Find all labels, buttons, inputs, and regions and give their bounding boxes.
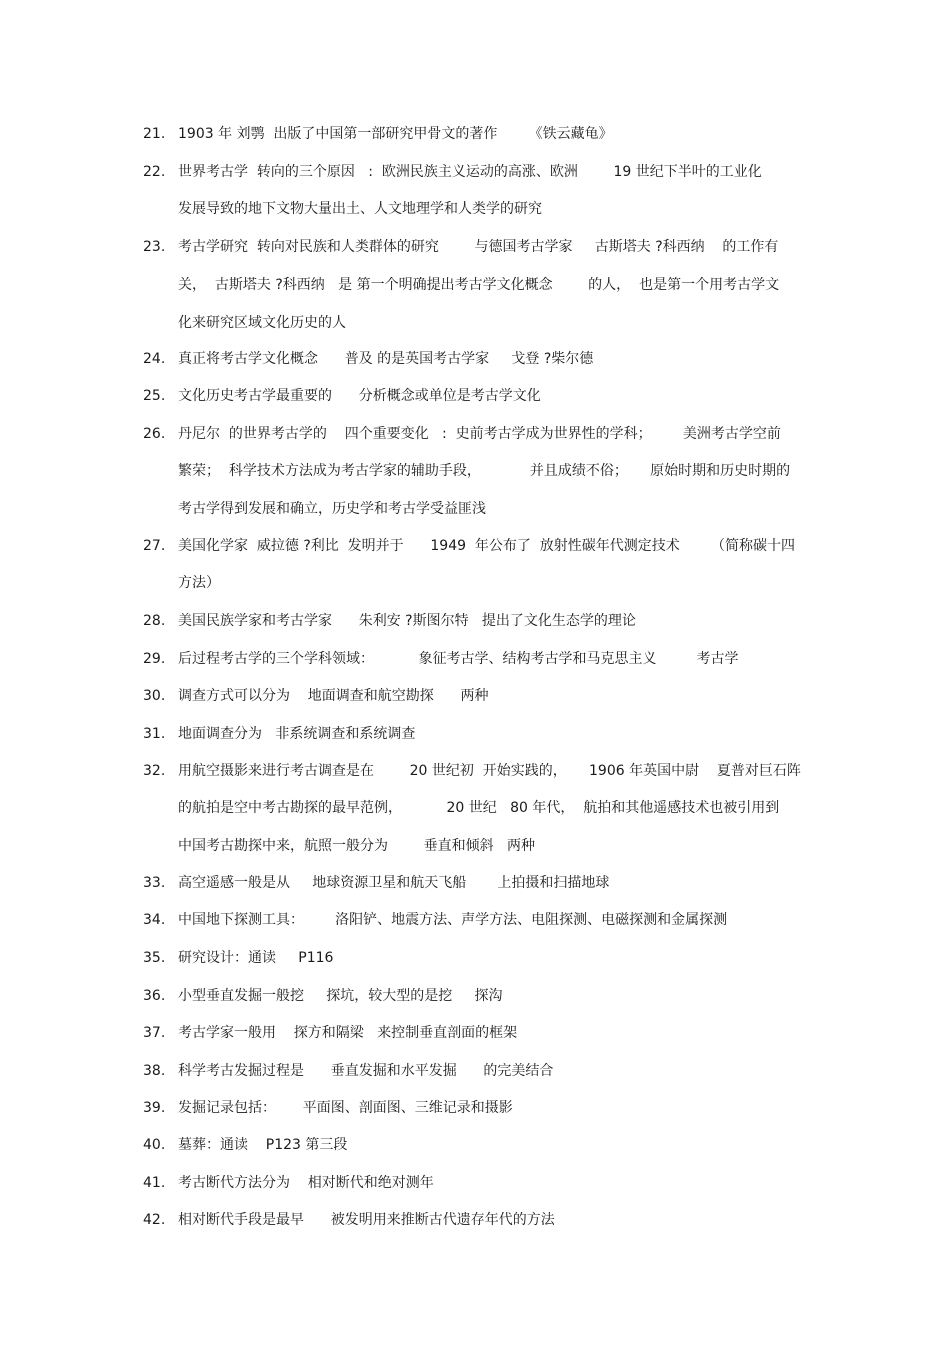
item-text-line: 文化历史考古学最重要的 分析概念或单位是考古学文化 (178, 388, 541, 404)
item-text-line: 研究设计：通读 P116 (178, 950, 334, 966)
item-text-line: 相对断代手段是最早 被发明用来推断古代遗存年代的方法 (178, 1212, 555, 1228)
item-number: 33. (143, 875, 166, 891)
item-text-line: 高空遥感一般是从 地球资源卫星和航天飞船 上拍摄和扫描地球 (178, 875, 610, 891)
item-number: 23. (143, 239, 166, 255)
item-text-line: 发掘记录包括： 平面图、剖面图、三维记录和摄影 (178, 1100, 513, 1116)
item-text-line: 考古学得到发展和确立，历史学和考古学受益匪浅 (178, 501, 486, 517)
item-number: 34. (143, 912, 166, 928)
item-text-line: 世界考古学 转向的三个原因 : 欧洲民族主义运动的高涨、欧洲 19 世纪下半叶的工业化 (178, 164, 762, 180)
item-text-line: 1903 年 刘鹗 出版了中国第一部研究甲骨文的著作 《铁云藏龟》 (178, 126, 613, 142)
item-number: 36. (143, 988, 166, 1004)
item-number: 28. (143, 613, 166, 629)
item-text-line: 关， 古斯塔夫 ?科西纳 是 第一个明确提出考古学文化概念 的人， 也是第一个用考古学文 (178, 277, 780, 293)
item-number: 29. (143, 651, 166, 667)
item-number: 24. (143, 351, 166, 367)
item-text-line: 中国地下探测工具： 洛阳铲、地震方法、声学方法、电阻探测、电磁探测和金属探测 (178, 912, 728, 928)
item-text-line: 的航拍是空中考古勘探的最早范例， 20 世纪 80 年代， 航拍和其他遥感技术也被引用到 (178, 800, 780, 816)
item-text-line: 真正将考古学文化概念 普及 的是英国考古学家 戈登 ?柴尔德 (178, 351, 594, 367)
item-number: 38. (143, 1063, 166, 1079)
item-number: 41. (143, 1175, 166, 1191)
item-number: 27. (143, 538, 166, 554)
item-number: 21. (143, 126, 166, 142)
item-number: 35. (143, 950, 166, 966)
item-number: 37. (143, 1025, 166, 1041)
item-text-line: 发展导致的地下文物大量出土、人文地理学和人类学的研究 (178, 201, 542, 217)
item-number: 25. (143, 388, 166, 404)
item-text-line: 考古断代方法分为 相对断代和绝对测年 (178, 1175, 434, 1191)
item-number: 31. (143, 726, 166, 742)
item-number: 30. (143, 688, 166, 704)
item-text-line: 小型垂直发掘一般挖 探坑，较大型的是挖 探沟 (178, 988, 503, 1004)
item-text-line: 美国化学家 威拉德 ?利比 发明并于 1949 年公布了 放射性碳年代测定技术 （简称碳十四 (178, 538, 795, 554)
item-text-line: 用航空摄影来进行考古调查是在 20 世纪初 开始实践的， 1906 年英国中尉 夏普对巨石阵 (178, 763, 801, 779)
item-text-line: 科学考古发掘过程是 垂直发掘和水平发掘 的完美结合 (178, 1063, 554, 1079)
item-text-line: 繁荣； 科学技术方法成为考古学家的辅助手段， 并且成绩不俗； 原始时期和历史时期的 (178, 463, 791, 479)
item-text-line: 墓葬：通读 P123 第三段 (178, 1137, 348, 1153)
item-text-line: 方法） (178, 575, 220, 591)
item-text-line: 调查方式可以分为 地面调查和航空勘探 两种 (178, 688, 489, 704)
item-number: 26. (143, 426, 166, 442)
item-text-line: 地面调查分为 非系统调查和系统调查 (178, 726, 416, 742)
item-number: 32. (143, 763, 166, 779)
item-text-line: 化来研究区域文化历史的人 (178, 315, 346, 331)
item-text-line: 中国考古勘探中来，航照一般分为 垂直和倾斜 两种 (178, 838, 535, 854)
item-number: 40. (143, 1137, 166, 1153)
item-text-line: 丹尼尔 的世界考古学的 四个重要变化 : 史前考古学成为世界性的学科； 美洲考古学空前 (178, 426, 781, 442)
item-text-line: 考古学家一般用 探方和隔梁 来控制垂直剖面的框架 (178, 1025, 518, 1041)
item-text-line: 后过程考古学的三个学科领域： 象征考古学、结构考古学和马克思主义 考古学 (178, 651, 739, 667)
item-number: 39. (143, 1100, 166, 1116)
item-text-line: 考古学研究 转向对民族和人类群体的研究 与德国考古学家 古斯塔夫 ?科西纳 的工作有 (178, 239, 779, 255)
item-number: 42. (143, 1212, 166, 1228)
item-text-line: 美国民族学家和考古学家 朱利安 ?斯图尔特 提出了文化生态学的理论 (178, 613, 636, 629)
item-number: 22. (143, 164, 166, 180)
